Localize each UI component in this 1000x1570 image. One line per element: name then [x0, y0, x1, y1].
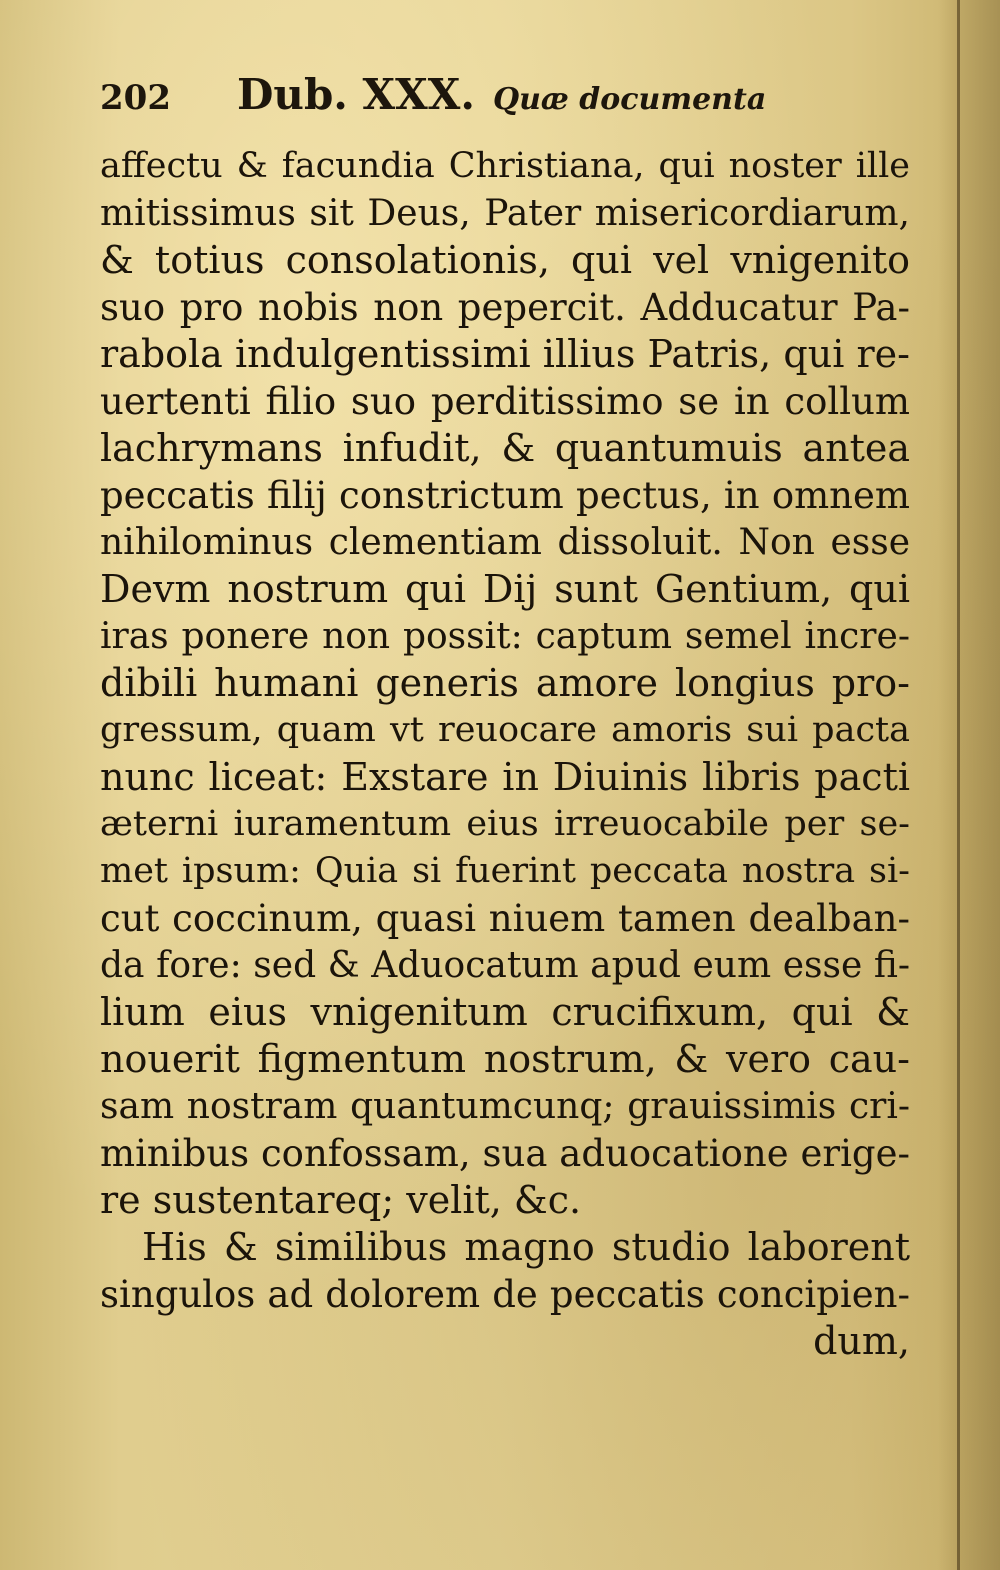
running-head-title: Dub. XXX. — [236, 70, 475, 119]
text-line: nihilominus clementiam dissoluit. Non esse — [100, 522, 910, 563]
text-line: uertenti filio suo perditissimo se in collum — [100, 380, 910, 423]
text-line: lachrymans infudit, & quantumuis antea — [100, 426, 910, 470]
running-head-subtitle: Quæ documenta — [492, 82, 767, 117]
text-line: da fore: sed & Aduocatum apud eum esse fi- — [100, 945, 910, 986]
text-line: Devm nostrum qui Dij sunt Gentium, qui — [100, 567, 910, 611]
text-line: nouerit figmentum nostrum, & vero cau- — [100, 1037, 910, 1081]
text-line: sam nostram quantumcunq; grauissimis cri- — [100, 1086, 910, 1127]
running-head — [100, 70, 766, 130]
page-gutter-shadow — [938, 0, 1000, 1570]
text-line: iras ponere non possit: captum semel incre- — [100, 616, 910, 657]
text-line: affectu & facundia Christiana, qui noster ille — [100, 146, 910, 186]
text-line: & totius consolationis, qui vel vnigenito — [100, 238, 910, 282]
paragraph-end-line: re sustentareq; velit, &c. — [100, 1178, 582, 1222]
text-line: dibili humani generis amore longius pro- — [100, 661, 910, 705]
text-line: suo pro nobis non pepercit. Adducatur Pa- — [100, 286, 910, 329]
text-line: singulos ad dolorem de peccatis concipien- — [100, 1273, 910, 1316]
text-line: mitissimus sit Deus, Pater misericordiarum, — [100, 193, 910, 234]
text-line: rabola indulgentissimi illius Patris, qui re- — [100, 332, 910, 376]
text-line: lium eius vnigenitum crucifixum, qui & — [100, 990, 910, 1034]
text-line: nunc liceat: Exstare in Diuinis libris pacti — [100, 755, 910, 799]
text-line: æterni iuramentum eius irreuocabile per se- — [100, 804, 910, 844]
page-number: 202 — [100, 78, 171, 118]
text-line: gressum, quam vt reuocare amoris sui pacta — [100, 710, 910, 750]
text-line: cut coccinum, quasi niuem tamen dealban- — [100, 897, 910, 940]
text-line: met ipsum: Quia si fuerint peccata nostra si- — [100, 851, 910, 891]
text-line: peccatis filij constrictum pectus, in omnem — [100, 474, 910, 517]
paragraph-start-line: His & similibus magno studio laborent — [142, 1225, 910, 1269]
binding-edge — [957, 0, 960, 1570]
body-text — [100, 143, 910, 1365]
catchword: dum, — [813, 1319, 910, 1363]
text-line: minibus confossam, sua aduocatione erige- — [100, 1132, 910, 1175]
